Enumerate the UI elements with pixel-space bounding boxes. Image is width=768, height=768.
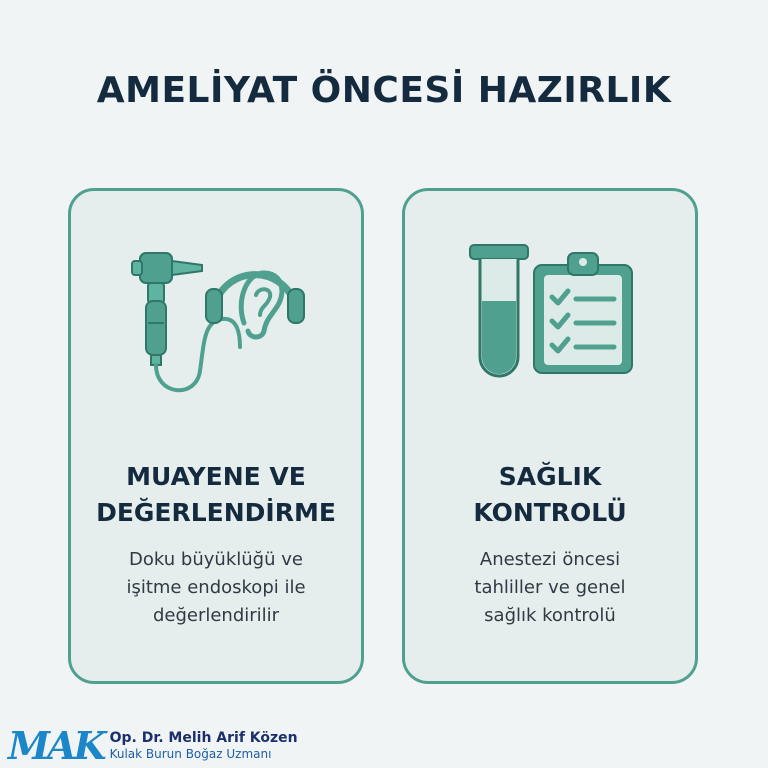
card-description: Anestezi öncesi tahliller ve genel sağlık kontrolü <box>474 549 626 626</box>
doctor-specialty: Kulak Burun Boğaz Uzmanı <box>109 747 272 761</box>
doctor-name: Op. Dr. Melih Arif Közen <box>109 730 298 746</box>
page-title: AMELİYAT ÖNCESİ HAZIRLIK <box>96 70 672 111</box>
card-title: MUAYENE VE DEĞERLENDİRME <box>96 462 336 527</box>
card-health-check <box>402 188 698 684</box>
otoscope-ear-icon <box>126 231 306 405</box>
card-examination <box>68 188 364 684</box>
logo-mark: MAK <box>8 723 104 768</box>
brand-logo <box>8 723 298 768</box>
card-description: Doku büyüklüğü ve işitme endoskopi ile değerlendirilir <box>126 549 306 626</box>
test-tube-clipboard-icon <box>460 231 640 405</box>
card-title: SAĞLIK KONTROLÜ <box>473 462 627 527</box>
